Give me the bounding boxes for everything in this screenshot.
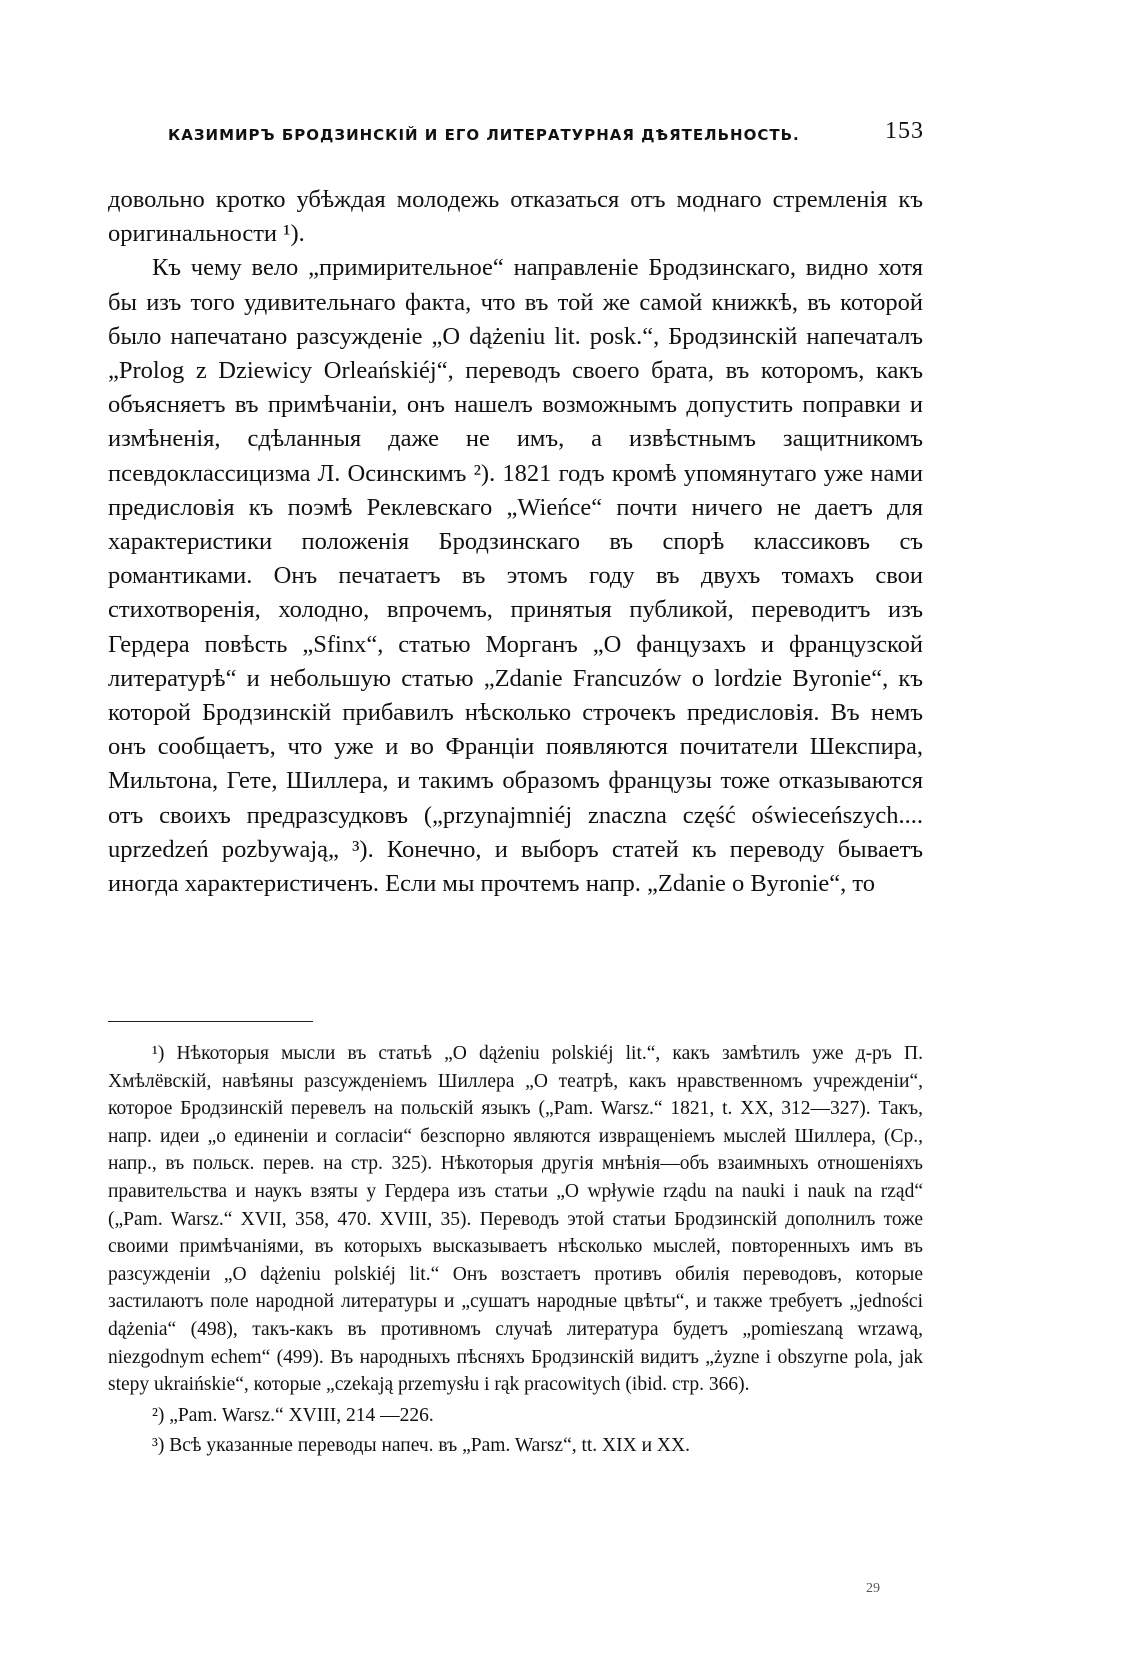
paragraph: Къ чему вело „примирительное“ направленіе Бродзинскаго, видно хотя бы изъ того удивительнаго факта, что въ той же самой книжкѣ, въ которой было напечатано разсужденіе „O dążeniu lit. posk.“, Бродзинскій напечаталъ „Prolog z Dziewicy Orleańskiéj“, переводъ своего брата, въ которомъ, какъ объясняетъ въ примѣчаніи, онъ нашелъ возможнымъ допустить поправки и измѣненія, сдѣланныя даже не имъ, а извѣстнымъ защитникомъ псевдоклассицизма Л. Осинскимъ ²). 1821 годъ кромѣ упомянутаго уже нами предисловія къ поэмѣ Реклевскаго „Wieńce“ почти ничего не даетъ для характеристики положенія Бродзинскаго въ спорѣ классиковъ съ романтиками. Онъ печатаетъ въ этомъ году въ двухъ томахъ свои стихотворенія, холодно, впрочемъ, принятыя публикой, переводитъ изъ Гердера повѣсть „Sfinx“, статью Морганъ „О фанцузахъ и французской литературѣ“ и небольшую статью „Zdanie Francuzów o lordzie Byronie“, къ которой Бродзинскій прибавилъ нѣсколько строчекъ предисловія. Въ немъ онъ сообщаетъ, что уже и во Франціи появляются почитатели Шекспира, Мильтона, Гете, Шиллера, и такимъ образомъ французы тоже отказываются отъ своихъ предразсудковъ („przynajmniéj znaczna część oświeceńszych.... uprzedzeń pozbywają„ ³). Конечно, и выборъ статей къ переводу бываетъ иногда характеристиченъ. Если мы прочтемъ напр. „Zdanie o Byronie“, то [108,254,923,898]
page-header [168,118,924,154]
footnotes [108,1040,923,1460]
running-title: КАЗИМИРЪ БРОДЗИНСКІЙ И ЕГО ЛИТЕРАТУРНАЯ ДѢЯТЕЛЬНОСТЬ. [168,126,800,144]
footnote-rule [108,1021,313,1022]
signature-mark: 29 [866,1581,880,1596]
footnote-2: ²) „Pam. Warsz.“ XVIII, 214 —226. [152,1404,434,1426]
footnote-1: ¹) Нѣкоторыя мысли въ статьѣ „O dążeniu polskiéj lit.“, какъ замѣтилъ уже д-ръ П. Хмѣлёвскій, навѣяны разсужденіемъ Шиллера „О театрѣ, какъ нравственномъ учрежденіи“, которое Бродзинскій перевелъ на польскій языкъ („Pam. Warsz.“ 1821, t. XX, 312—327). Такъ, напр. идеи „о единеніи и согласіи“ безспорно являются извращеніемъ мыслей Шиллера, (Ср., напр., въ польск. перев. на стр. 325). Нѣкоторыя другія мнѣнія—объ взаимныхъ отношеніяхъ правительства и наукъ взяты у Гердера изъ статьи „O wpływie rządu na nauki i nauk na rząd“ („Pam. Warsz.“ XVII, 358, 470. XVIII, 35). Переводъ этой статьи Бродзинскій дополнилъ тоже своими примѣчаніями, въ которыхъ высказываетъ нѣсколько мыслей, повторенныхъ имъ въ разсужденіи „O dążeniu polskiéj lit.“ Онъ возстаетъ противъ обилія переводовъ, которые застилаютъ поле народной литературы и „сушатъ народные цвѣты“, и также требуетъ „jedności dążenia“ (498), такъ-какъ въ противномъ случаѣ литература будетъ „pomieszaną wrzawą, niezgodnym echem“ (499). Въ народныхъ пѣсняхъ Бродзинскій видитъ „żyzne i obszyrne pola, jak stepy ukraińskie“, которые „czekają przemysłu i rąk pracowitych (ibid. стр. 366). [108,1043,923,1396]
paragraph: довольно кротко убѣждая молодежь отказаться отъ моднаго стремленія къ оригинальности ¹). [108,186,923,248]
footnote-3: ³) Всѣ указанные переводы напеч. въ „Pam. Warsz“, tt. XIX и XX. [152,1435,690,1457]
page-number: 153 [885,118,924,144]
main-text [108,183,923,901]
